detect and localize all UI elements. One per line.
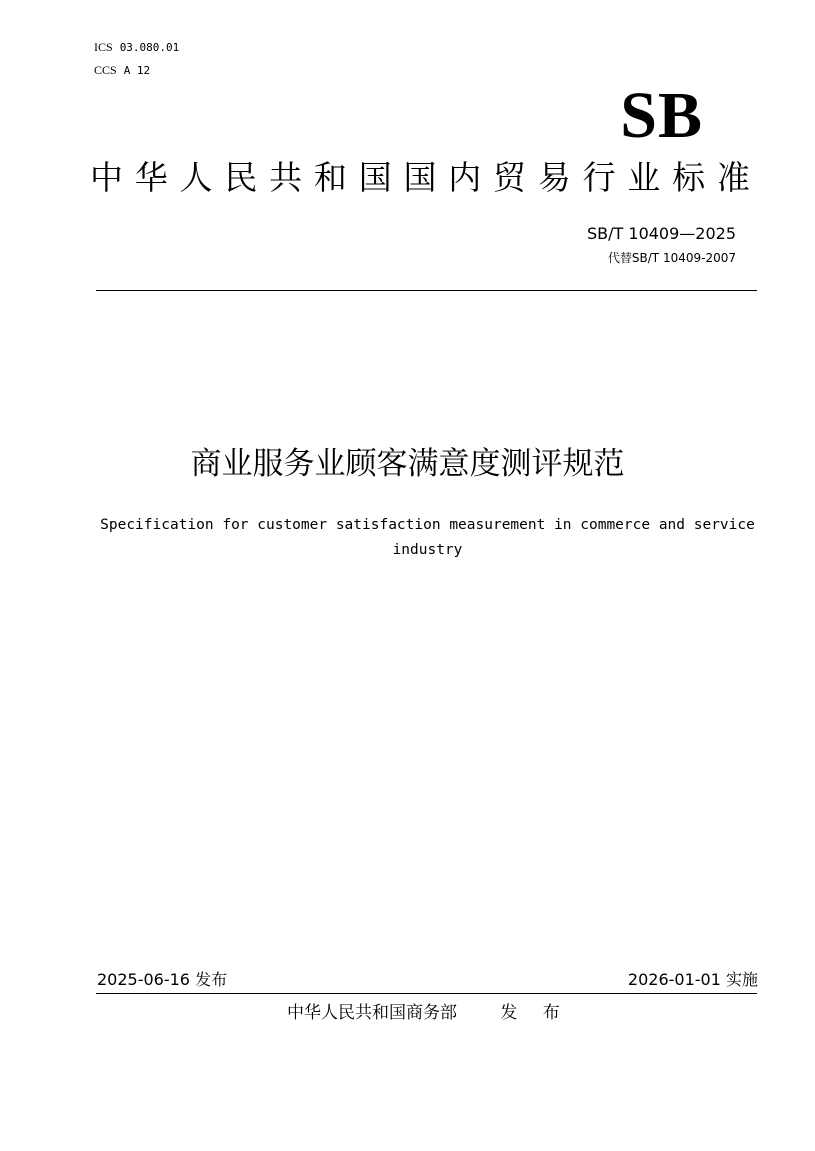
- issue-date: 2025-06-16 发布: [97, 970, 228, 989]
- ics-classification: [94, 40, 179, 55]
- category-char: 中: [90, 158, 123, 197]
- category-char: 准: [716, 158, 750, 197]
- category-char: 华: [134, 158, 168, 197]
- ccs-classification: [94, 63, 150, 78]
- category-char: 和: [313, 158, 347, 197]
- category-char: 内: [448, 158, 482, 197]
- ics-label: ICS: [94, 40, 113, 54]
- category-char: 共: [269, 158, 303, 197]
- category-char: 国: [358, 158, 392, 197]
- category-char: 民: [224, 158, 258, 197]
- publisher-name: 中华人民共和国商务部: [287, 1003, 457, 1023]
- category-char: 行: [582, 158, 616, 197]
- publish-action: 发 布: [500, 1003, 570, 1023]
- sb-logo: SB: [620, 79, 703, 152]
- document-title-chinese: 商业服务业顾客满意度测评规范: [190, 446, 625, 482]
- ccs-label: CCS: [94, 63, 117, 77]
- ccs-code: A 12: [123, 64, 151, 77]
- header-divider: [96, 290, 757, 291]
- replaced-standard: 代替SB/T 10409-2007: [607, 251, 736, 265]
- category-char: 人: [179, 158, 213, 197]
- category-char: 业: [627, 158, 661, 197]
- category-char: 贸: [493, 158, 527, 197]
- effective-date: 2026-01-01 实施: [627, 970, 758, 989]
- publisher-line: [287, 1001, 570, 1025]
- footer-divider: [96, 993, 757, 994]
- category-char: 易: [537, 158, 571, 197]
- category-char: 国: [403, 158, 437, 197]
- standard-number: SB/T 10409—2025: [587, 224, 736, 243]
- category-char: 标: [672, 158, 706, 197]
- standard-category-title: [90, 158, 750, 198]
- document-title-english: Specification for customer satisfaction measurement in commerce and service industry: [100, 517, 755, 558]
- ics-code: 03.080.01: [119, 41, 180, 54]
